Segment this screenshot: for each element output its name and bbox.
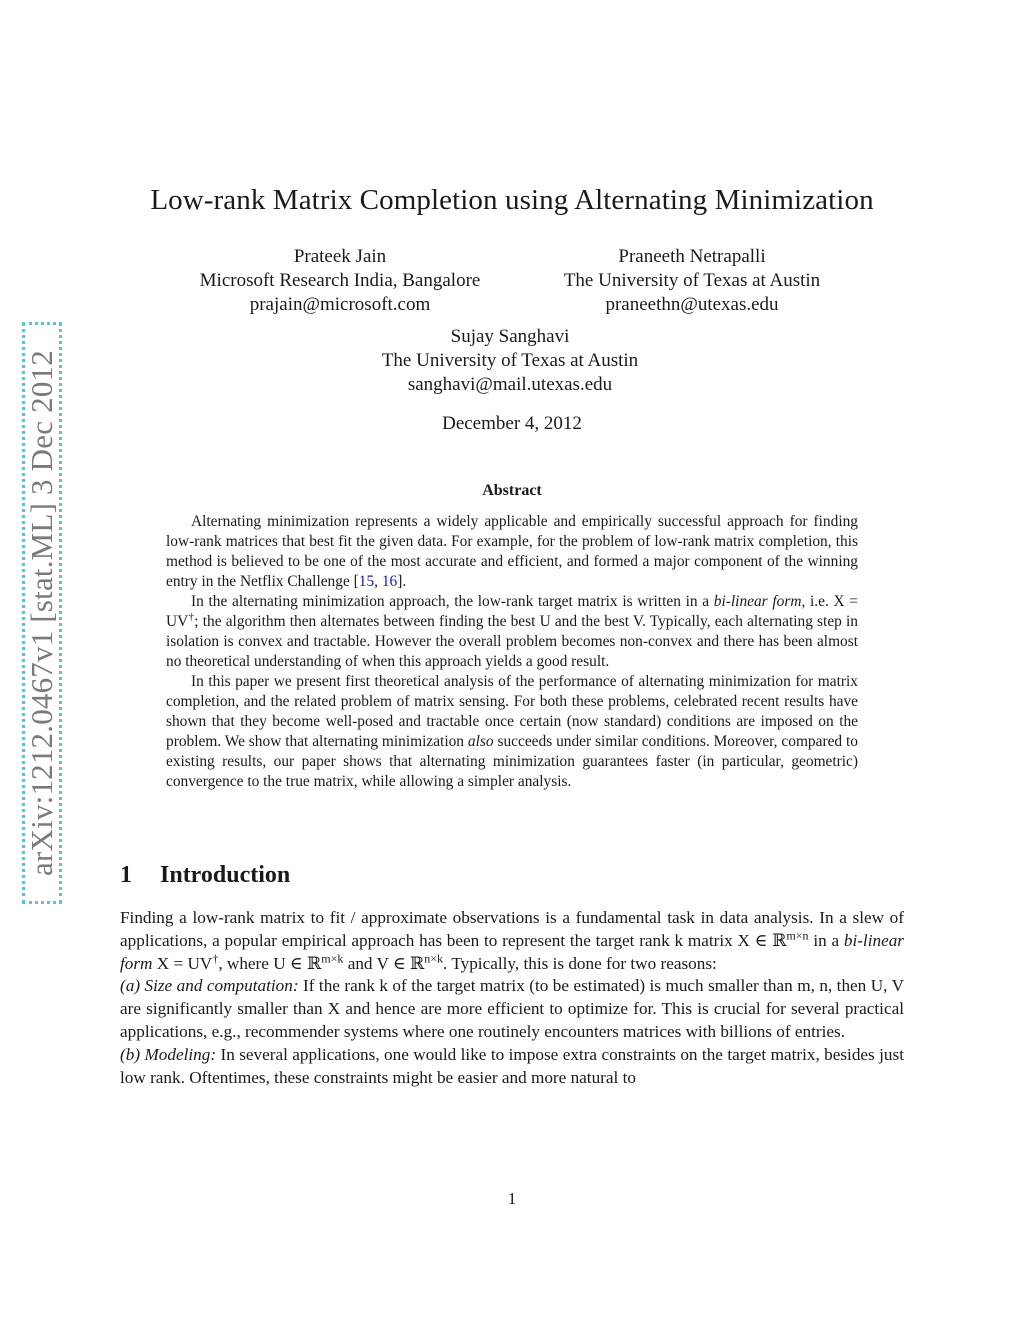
- paper-title: Low-rank Matrix Completion using Alternating Minimization: [150, 184, 874, 216]
- author-email: praneethn@utexas.edu: [605, 294, 779, 315]
- abstract-paragraph-3: In this paper we present first theoretical analysis of the performance of alternating minimization for matrix completion, and the related problem of matrix sensing. For both these problems, celebrated recent results have shown that they become well-posed and tractable once certain (now standard) conditions are imposed on the problem. We show that alternating minimization also succeeds under similar conditions. Moreover, compared to existing results, our paper shows that alternating minimization guarantees faster (in particular, geometric) convergence to the true matrix, while allowing a simpler analysis.: [166, 673, 858, 790]
- section-title: Introduction: [160, 862, 291, 888]
- author-affiliation: The University of Texas at Austin: [381, 350, 639, 371]
- author-name: Sujay Sanghavi: [450, 326, 570, 347]
- abstract-body: [166, 512, 858, 792]
- author-email: prajain@microsoft.com: [249, 294, 431, 315]
- citation-link[interactable]: 16: [381, 573, 398, 590]
- introduction-body: [120, 907, 904, 1089]
- author-block-3: [340, 325, 680, 397]
- author-block-1: [170, 245, 510, 317]
- section-number: 1: [120, 862, 132, 888]
- intro-paragraph-1: Finding a low-rank matrix to fit / approximate observations is a fundamental task in data analysis. In a slew of applications, a popular empirical approach has been to represent the target rank k matrix X ∈ ℝ$^{m\times n}$ in a bi-linear form X = UV†, where U ∈ ℝ$^{m\times k}$ and V ∈ ℝ$^{n\times k}$. Typically, this is done for two reasons:: [120, 908, 904, 973]
- arxiv-identifier: arXiv:1212.0467v1 [stat.ML] 3 Dec 2012: [24, 350, 59, 876]
- author-affiliation: Microsoft Research India, Bangalore: [199, 270, 481, 291]
- section-heading: [120, 862, 290, 889]
- page-number: 1: [507, 1189, 517, 1208]
- intro-reason-b: (b) Modeling: In several applications, one would like to impose extra constraints on the target matrix, besides just low rank. Oftentimes, these constraints might be easier and more natural to: [120, 1044, 904, 1087]
- author-block-2: [522, 245, 862, 317]
- citation-link[interactable]: 15: [358, 573, 375, 590]
- author-name: Praneeth Netrapalli: [618, 246, 766, 267]
- abstract-heading: Abstract: [482, 482, 542, 499]
- arxiv-stamp: [22, 322, 62, 904]
- intro-reason-a: (a) Size and computation: If the rank k of the target matrix (to be estimated) is much smaller than m, n, then U, V are significantly smaller than X and hence are more efficient to optimize for. This is crucial for several practical applications, e.g., recommender systems where one routinely encounters matrices with billions of entries.: [120, 976, 904, 1041]
- author-email: sanghavi@mail.utexas.edu: [407, 374, 613, 395]
- abstract-paragraph-1: Alternating minimization represents a widely applicable and empirically successful approach for finding low-rank matrices that best fit the given data. For example, for the problem of low-rank matrix completion, this method is believed to be one of the most accurate and efficient, and formed a major component of the winning entry in the Netflix Challenge [15, 16].: [166, 513, 858, 590]
- author-name: Prateek Jain: [293, 246, 387, 267]
- author-affiliation: The University of Texas at Austin: [563, 270, 821, 291]
- abstract-paragraph-2: In the alternating minimization approach, the low-rank target matrix is written in a bi-linear form, i.e. X = UV†; the algorithm then alternates between finding the best U and the best V. Typically, each alternating step in isolation is convex and tractable. However the overall problem becomes non-convex and there has been almost no theoretical understanding of when this approach yields a good result.: [166, 593, 859, 670]
- paper-date: December 4, 2012: [442, 413, 582, 434]
